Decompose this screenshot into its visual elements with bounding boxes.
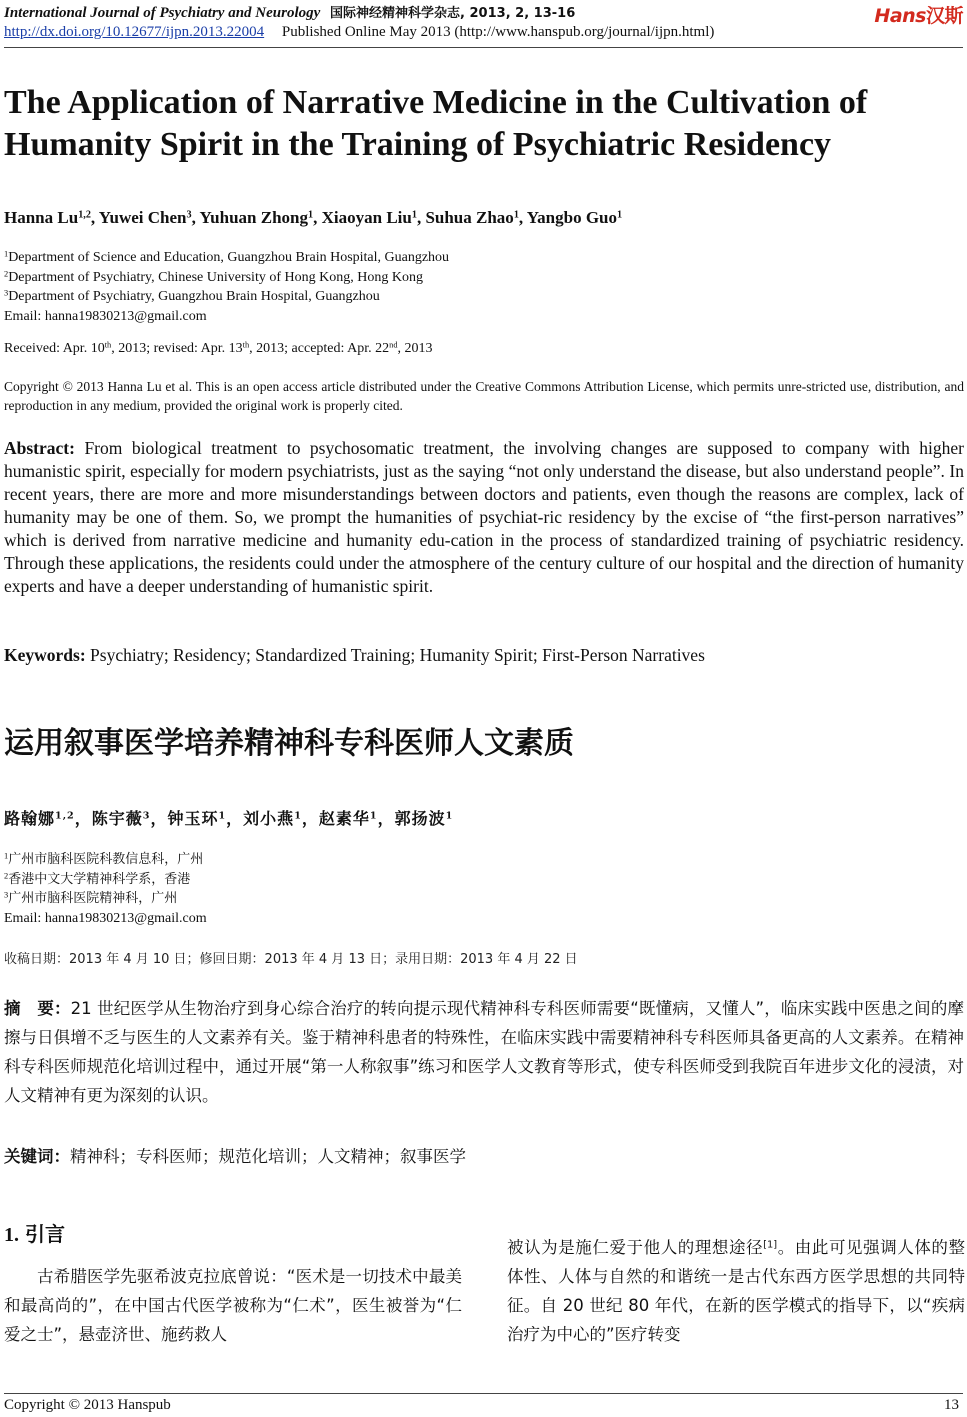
- author-cn: 郭扬波$^1$: [394, 809, 454, 828]
- keywords-label: Keywords:: [4, 645, 86, 665]
- citation-ref[interactable]: [1]: [763, 1239, 778, 1251]
- keywords-text-cn: 精神科；专科医师；规范化培训；人文精神；叙事医学: [70, 1147, 466, 1166]
- journal-name-cn: 国际神经精神科学杂志, 2013, 2, 13-16: [330, 6, 576, 21]
- paper-title-cn: 运用叙事医学培养精神科专科医师人文素质: [4, 726, 574, 761]
- section-heading: [4, 1218, 65, 1247]
- affiliation-cn: $^1$广州市脑科医院科教信息科，广州: [4, 851, 204, 867]
- submission-dates-cn: 收稿日期：2013 年 4 月 10 日；修回日期：2013 年 4 月 13 日；录用日期：2013 年 4 月 22 日: [4, 952, 578, 967]
- body-column-left: 古希腊医学先驱希波克拉底曾说：“医术是一切技术中最美和最高尚的”，在中国古代医学被称为“仁术”，医生被誉为“仁爱之士”，悬壶济世、施药救人: [4, 1267, 462, 1344]
- section-number: 1.: [4, 1224, 19, 1246]
- author-list-cn: [4, 806, 453, 829]
- abstract-text: From biological treatment to psychosomatic treatment, the involving changes are supposed to company with higher humanistic spirit, especially for modern psychiatrists, just as the saying “not only understand the disease, but also understand people”. In recent years, there are more and more misunderstandings between doctors and patients, even though the reasons are complex, lack of humanity may be one of them. So, we prompt the humanities of psychiat-ric residency by the excise of “the first-person narratives” which is derived from narrative medicine and humanity edu-cation in the process of standardized training of psychiatric residency. Through these applications, the residents could under the atmosphere of the century culture of our hospital and the direction of humanity experts and have a deeper understanding of humanistic spirit.: [4, 438, 965, 596]
- keywords-en: [4, 645, 705, 666]
- author: Xiaoyan Liu$^1$,: [321, 208, 426, 227]
- author-cn: 刘小燕$^1$，: [243, 809, 319, 828]
- affiliation: $^2$Department of Psychiatry, Chinese University of Hong Kong, Hong Kong: [4, 268, 423, 285]
- logo-text-cn: 汉斯: [925, 5, 963, 27]
- published-online: Published Online May 2013 (http://www.hanspub.org/journal/ijpn.html): [281, 24, 715, 40]
- author-cn: 路翰娜$^{1,2}$，: [4, 809, 92, 828]
- footer-copyright: Copyright © 2013 Hanspub: [4, 1397, 171, 1413]
- author-cn: 陈宇薇$^3$，: [91, 809, 168, 828]
- logo-text-en: Hans: [874, 5, 926, 27]
- section-title: 引言: [25, 1222, 65, 1246]
- author-cn: 赵素华$^1$，: [318, 809, 395, 828]
- paper-title: The Application of Narrative Medicine in the Cultivation of Humanity Spirit in the Training of Psychiatric Residency: [4, 84, 868, 163]
- author-list: [4, 208, 622, 228]
- abstract-text-cn: 21 世纪医学从生物治疗到身心综合治疗的转向提示现代精神科专科医师需要“既懂病，又懂人”，临床实践中医患之间的摩擦与日俱增不乏与医生的人文素养有关。鉴于精神科患者的特殊性，在临床实践中需要精神科专科医师具备更高的人文素养。在精神科专科医师规范化培训过程中，通过开展“第一人称叙事”练习和医学人文教育等形式，使专科医师受到我院百年进步文化的浸渍，对人文精神有更为深刻的认识。: [4, 999, 965, 1105]
- abstract-en: [4, 437, 964, 598]
- author: Suhua Zhao$^1$,: [425, 208, 527, 227]
- author-cn: 钟玉环$^1$，: [167, 809, 244, 828]
- page-number: 13: [944, 1397, 959, 1413]
- keywords-label-cn: 关键词：: [4, 1147, 70, 1166]
- abstract-cn: [4, 994, 964, 1110]
- journal-name: International Journal of Psychiatry and Neurology: [4, 5, 321, 21]
- journal-header: [4, 2, 575, 22]
- author: Yuhuan Zhong$^1$,: [199, 208, 322, 227]
- keywords-text: Psychiatry; Residency; Standardized Training; Humanity Spirit; First-Person Narratives: [90, 645, 705, 665]
- submission-dates: Received: Apr. 10th, 2013; revised: Apr. 13th, 2013; accepted: Apr. 22nd, 2013: [4, 340, 433, 356]
- email-cn[interactable]: Email: hanna19830213@gmail.com: [4, 910, 207, 926]
- hanspub-logo: [874, 1, 963, 28]
- affiliation-cn: $^3$广州市脑科医院精神科，广州: [4, 890, 178, 906]
- footer-divider: [4, 1393, 963, 1394]
- email[interactable]: Email: hanna19830213@gmail.com: [4, 308, 207, 324]
- affiliation-cn: $^2$香港中文大学精神科学系，香港: [4, 870, 191, 887]
- affiliation: $^3$Department of Psychiatry, Guangzhou Brain Hospital, Guangzhou: [4, 288, 380, 304]
- affiliation: $^1$Department of Science and Education, Guangzhou Brain Hospital, Guangzhou: [4, 249, 450, 265]
- affiliations: [4, 248, 449, 326]
- doi-line: [4, 24, 714, 41]
- abstract-label: Abstract:: [4, 438, 75, 458]
- author: Yangbo Guo$^1$: [526, 208, 623, 227]
- affiliations-cn: [4, 850, 207, 928]
- author: Yuwei Chen$^3$,: [98, 208, 200, 227]
- abstract-label-cn: 摘 要：: [4, 999, 71, 1018]
- doi-link[interactable]: http://dx.doi.org/10.12677/ijpn.2013.22004: [4, 24, 265, 40]
- body-column-right: 被认为是施仁爱于他人的理想途径[1]。由此可见强调人体的整体性、人体与自然的和谐统一是古代东西方医学思想的共同特征。自 20 世纪 80 年代，在新的医学模式的指导下，以“疾病治疗为中心的”医疗转变: [507, 1238, 966, 1344]
- header-divider: [4, 47, 963, 48]
- author: Hanna Lu$^{1,2}$,: [4, 208, 99, 227]
- copyright-notice: Copyright © 2013 Hanna Lu et al. This is an open access article distributed under the Creative Commons Attribution License, which permits unre-stricted use, distribution, and reproduction in any medium, provided the original work is properly cited.: [4, 379, 964, 413]
- keywords-cn: [4, 1143, 466, 1167]
